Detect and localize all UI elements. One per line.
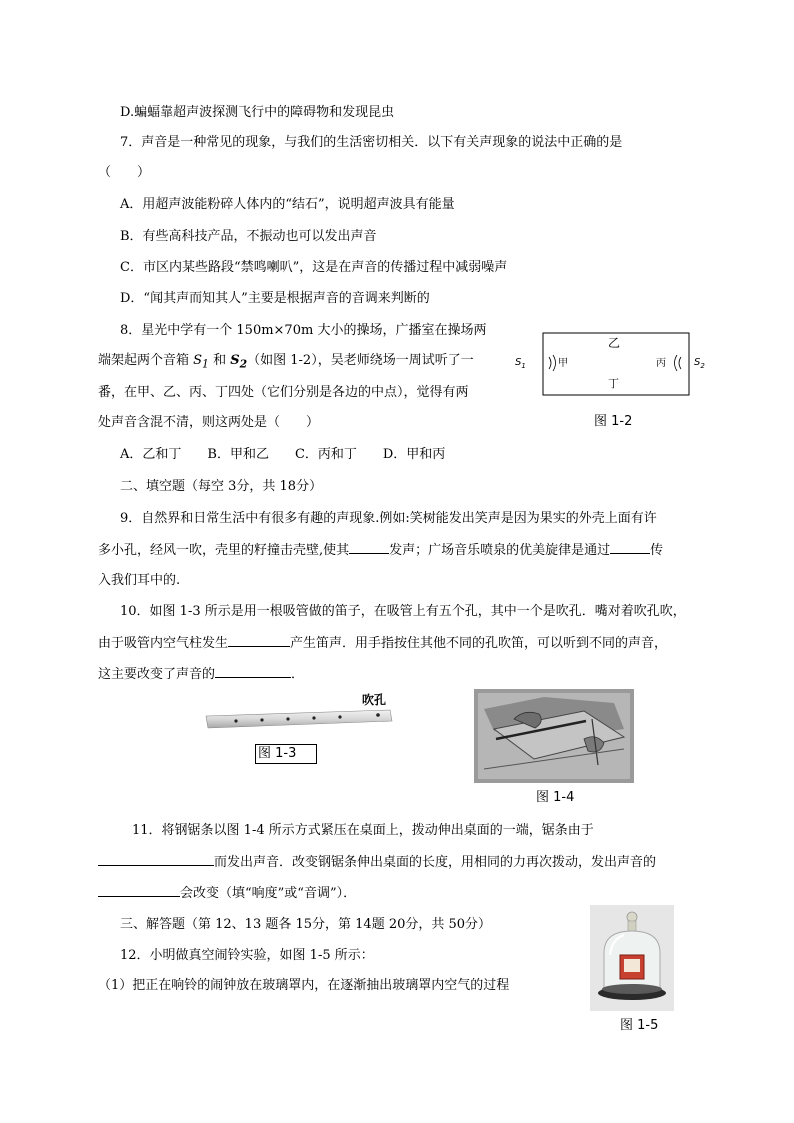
- q12-line2: （1）把正在响铃的闹钟放在玻璃罩内，在逐渐抽出玻璃罩内空气的过程: [98, 978, 510, 993]
- q9-line3: 入我们耳中的.: [98, 573, 181, 588]
- q10-line2: 由于吸管内空气柱发生 产生笛声．用手指按住其他不同的孔吹笛，可以听到不同的声音，: [98, 636, 668, 651]
- q10-line3: 这主要改变了声音的 ．: [98, 667, 305, 682]
- q8-line3: 番，在甲、乙、丙、丁四处（它们分别是各边的中点），觉得有两: [98, 385, 469, 400]
- caption-fig-1-4: 图 1-4: [536, 790, 575, 805]
- label-s1: $S_1$: [515, 357, 526, 370]
- q8-line1: 8．星光中学有一个 150m×70m 大小的操场，广播室在操场两: [120, 323, 487, 338]
- q8-line4: 处声音含混不清，则这两处是（ ）: [98, 415, 320, 430]
- q10-line1: 10．如图 1-3 所示是用一根吸管做的笛子，在吸管上有五个孔，其中一个是吹孔．嘴对着吹孔吹，: [120, 604, 686, 619]
- section-2-heading: 二、填空题（每空 3分，共 18分）: [120, 479, 323, 494]
- q7-paren: （ ）: [98, 165, 151, 180]
- q7-option-d: D．“闻其声而知其人”主要是根据声音的音调来判断的: [120, 291, 430, 306]
- speaker-s1-symbol: $S_1$: [193, 353, 209, 371]
- q8-and: 和: [208, 353, 231, 368]
- label-yi: 乙: [608, 336, 621, 350]
- label-jia: 甲: [558, 358, 568, 369]
- q7-option-b: B．有些高科技产品，不振动也可以发出声音: [120, 229, 377, 244]
- q7-option-a: A．用超声波能粉碎人体内的“结石”，说明超声波具有能量: [120, 197, 455, 212]
- q10-blank-2[interactable]: [215, 665, 291, 678]
- q8-line2: [98, 352, 474, 374]
- q7-option-c: C．市区内某些路段“禁鸣喇叭”，这是在声音的传播过程中减弱噪声: [120, 260, 508, 275]
- caption-fig-1-3: 图 1-3: [255, 744, 317, 764]
- label-ding: 丁: [608, 377, 619, 390]
- figure-1-2: [513, 330, 713, 400]
- q11-line3: 会改变（填“响度”或“音调”）．: [98, 884, 356, 903]
- figure-1-3: [200, 690, 410, 740]
- q7-stem: 7．声音是一种常见的现象，与我们的生活密切相关．以下有关声现象的说法中正确的是: [120, 135, 623, 150]
- figure-1-4: [474, 689, 634, 783]
- q12-line1: 12．小明做真空闹铃实验，如图 1-5 所示：: [120, 948, 374, 963]
- q9-line1: 9．自然界和日常生活中有很多有趣的声现象.例如:笑树能发出笑声是因为果实的外壳上面有许: [120, 511, 657, 526]
- q8-options: A．乙和丁 B．甲和乙 C．丙和丁 D．甲和丙: [120, 447, 446, 462]
- blow-hole-label: 吹孔: [362, 693, 387, 707]
- figure-1-5: [590, 905, 674, 1011]
- q11-line2: 而发出声音．改变钢锯条伸出桌面的长度，用相同的力再次拨动，发出声音的: [98, 853, 656, 872]
- caption-fig-1-2: 图 1-2: [594, 414, 633, 429]
- saw-blade-photo: [474, 689, 634, 783]
- speaker-s2-symbol: $S_2$: [230, 353, 248, 371]
- q6-option-d: D.蝙蝠靠超声波探测飞行中的障碍物和发现昆虫: [120, 105, 395, 120]
- q11-blank-2[interactable]: [98, 884, 180, 897]
- q9-blank-2[interactable]: [610, 541, 650, 554]
- q11-line1: 11．将钢锯条以图 1-4 所示方式紧压在桌面上，拨动伸出桌面的一端，锯条由于: [132, 823, 594, 838]
- q8-line2-text: 端架起两个音箱: [98, 353, 194, 368]
- label-bing: 丙: [656, 358, 666, 369]
- q9-line2: 多小孔，经风一吹，壳里的籽撞击壳壁,使其 发声；广场音乐喷泉的优美旋律是通过 传: [98, 543, 664, 558]
- q9-blank-1[interactable]: [349, 541, 389, 554]
- bell-jar-photo: [590, 905, 674, 1011]
- q10-blank-1[interactable]: [228, 634, 290, 647]
- q8-line2-rest: （如图 1-2），吴老师绕场一周试听了一: [247, 353, 474, 368]
- label-s2: $S_2$: [694, 357, 705, 370]
- caption-fig-1-5: 图 1-5: [620, 1018, 659, 1033]
- q11-blank-1[interactable]: [98, 853, 214, 866]
- section-3-heading: 三、解答题（第 12、13 题各 15分，第 14题 20分，共 50分）: [120, 917, 492, 932]
